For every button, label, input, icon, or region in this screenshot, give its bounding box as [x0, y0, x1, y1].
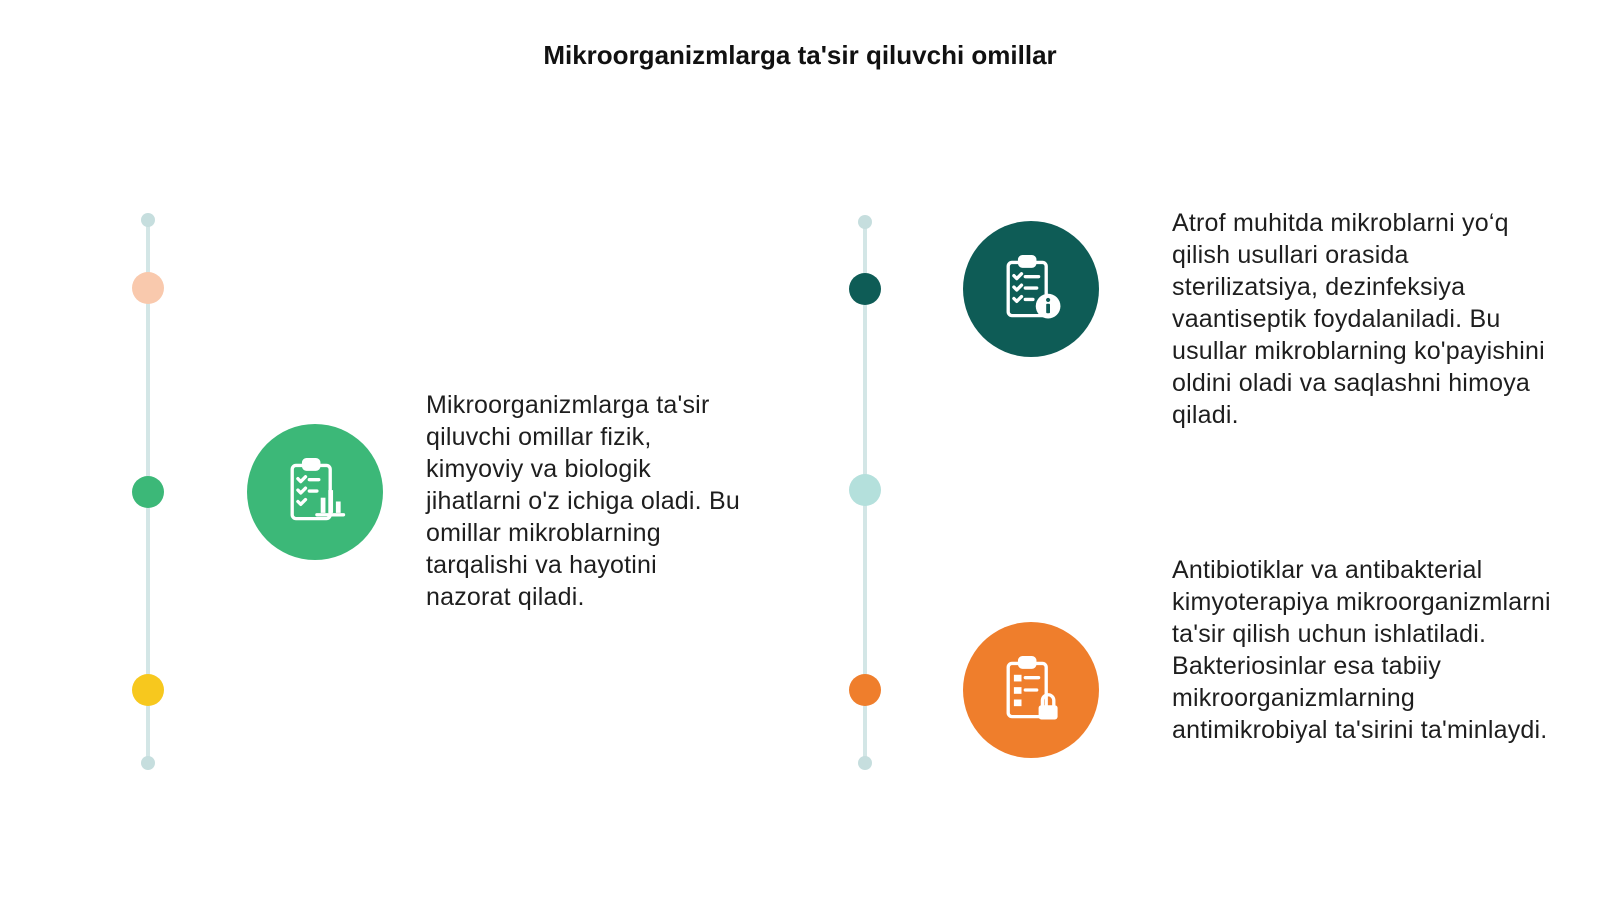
left-timeline-end-dot: [141, 756, 155, 770]
right-timeline-teal-dot: [849, 273, 881, 305]
right-timeline-start-dot: [858, 215, 872, 229]
left-timeline-yellow-dot: [132, 674, 164, 706]
right-top-description: Atrof muhitda mikroblarni yo‘q qilish usullari orasida sterilizatsiya, dezinfeksiya vaantiseptik foydalaniladi. Bu usullar mikroblarning ko'payishini oldini oladi va saqlashni himoya qiladi.: [1172, 209, 1545, 429]
clipboard-lock-icon: [963, 622, 1099, 758]
left-timeline-start-dot: [141, 213, 155, 227]
left-description: Mikroorganizmlarga ta'sir qiluvchi omillar fizik, kimyoviy va biologik jihatlarni o'z ichiga oladi. Bu omillar mikroblarning tarqalishi va hayotini nazorat qiladi.: [426, 391, 740, 611]
right-bottom-description: Antibiotiklar va antibakterial kimyoterapiya mikroorganizmlarni ta'sir qilish uchun ishlatiladi. Bakteriosinlar esa tabiiy mikroorganizmlarning antimikrobiyal ta'sirini ta'minlaydi.: [1172, 556, 1551, 744]
right-timeline-light-teal-dot: [849, 474, 881, 506]
right-timeline-orange-dot: [849, 674, 881, 706]
clipboard-chart-icon: [247, 424, 383, 560]
page-title: Mikroorganizmlarga ta'sir qiluvchi omillar: [543, 40, 1057, 70]
clipboard-info-icon: [963, 221, 1099, 357]
left-timeline-green-dot: [132, 476, 164, 508]
right-timeline-end-dot: [858, 756, 872, 770]
left-timeline-peach-dot: [132, 272, 164, 304]
